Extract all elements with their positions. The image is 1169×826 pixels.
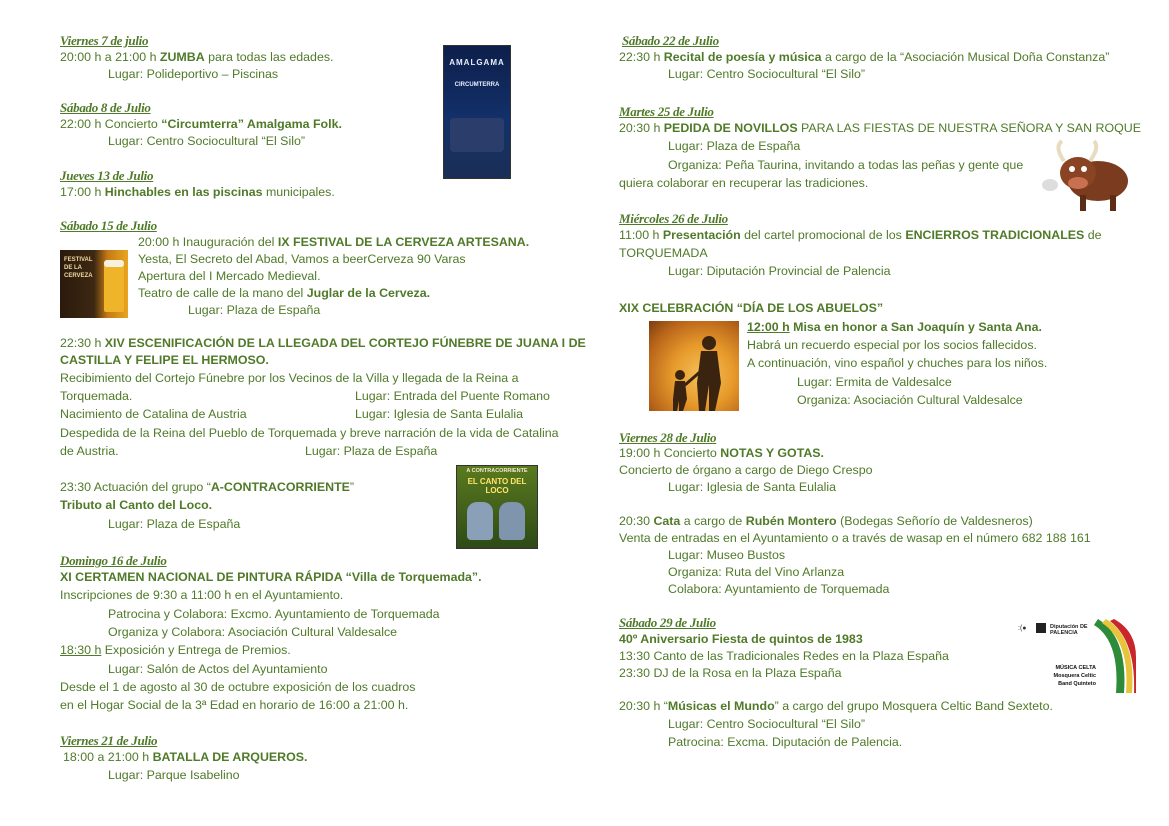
event-line: Apertura del I Mercado Medieval.	[138, 269, 321, 283]
event-line: Patrocina y Colabora: Excmo. Ayuntamiento de Torquemada	[108, 607, 440, 621]
diputacion-logo-icon	[1036, 623, 1046, 633]
event-line: 23:30 Actuación del grupo “A-CONTRACORRIENTE”	[60, 480, 355, 494]
venue-line: Lugar: Polideportivo – Piscinas	[108, 67, 279, 81]
event-line: Nacimiento de Catalina de Austria	[60, 407, 247, 421]
event-line: Recibimiento del Cortejo Fúnebre por los Vecinos de la Villa y llegada de la Reina a	[60, 371, 519, 385]
venue-line: Lugar: Plaza de España	[188, 303, 321, 317]
beer-festival-image: FESTIVAL DE LA CERVEZA	[60, 250, 128, 318]
celtic-music-poster: :(● Diputación DE PALENCIA MÚSICA CELTA Mosquera Celtic Band Quinteto	[1016, 617, 1136, 693]
venue-line: Lugar: Museo Bustos	[668, 548, 786, 562]
event-line: Venta de entradas en el Ayuntamiento o a través de wasap en el número 682 188 161	[619, 531, 1091, 545]
event-line: 23:30 DJ de la Rosa en la Plaza España	[619, 666, 842, 680]
grandparent-child-photo	[649, 321, 739, 411]
event-line: Organiza: Ruta del Vino Arlanza	[668, 565, 845, 579]
event-line: XI CERTAMEN NACIONAL DE PINTURA RÁPIDA “Villa de Torquemada”.	[60, 570, 482, 584]
day-header: Sábado 8 de Julio	[60, 100, 151, 115]
event-line: de Austria.	[60, 444, 119, 458]
event-line: Patrocina: Excma. Diputación de Palencia.	[668, 735, 903, 749]
venue-line: Lugar: Entrada del Puente Romano	[355, 389, 550, 403]
event-line: 18:30 h Exposición y Entrega de Premios.	[60, 643, 291, 657]
event-line: 40º Aniversario Fiesta de quintos de 1983	[619, 632, 863, 646]
venue-line: Lugar: Centro Sociocultural “El Silo”	[668, 717, 865, 731]
event-line: Habrá un recuerdo especial por los socios fallecidos.	[747, 338, 1037, 352]
day-header: Viernes 21 de Julio	[60, 733, 158, 748]
event-line: A continuación, vino español y chuches para los niños.	[747, 356, 1048, 370]
event-line: 17:00 h Hinchables en las piscinas municipales.	[60, 185, 335, 199]
event-line: 20:00 h Inauguración del IX FESTIVAL DE LA CERVEZA ARTESANA.	[138, 235, 530, 249]
canto-del-loco-image: A CONTRACORRIENTE EL CANTO DEL LOCO	[456, 465, 538, 549]
event-line: 13:30 Canto de las Tradicionales Redes en la Plaza España	[619, 649, 949, 663]
venue-line: Lugar: Iglesia de Santa Eulalia	[355, 407, 524, 421]
bull-illustration	[1040, 137, 1138, 215]
day-header: Domingo 16 de Julio	[60, 553, 167, 568]
venue-line: Lugar: Plaza de España	[668, 139, 801, 153]
bull-cartoon-image	[1040, 137, 1138, 215]
amalgama-poster-image: AMALGAMA CIRCUMTERRA	[443, 45, 511, 179]
venue-line: Lugar: Plaza de España	[108, 517, 241, 531]
day-header: Miércoles 26 de Julio	[619, 211, 728, 226]
day-header: Sábado 22 de Julio	[622, 33, 719, 48]
event-line: Desde el 1 de agosto al 30 de octubre exposición de los cuadros	[60, 680, 416, 694]
venue-line: Lugar: Centro Sociocultural “El Silo”	[668, 67, 865, 81]
day-header: Viernes 7 de julio	[60, 33, 149, 48]
day-header: Sábado 15 de Julio	[60, 218, 157, 233]
event-line: 20:00 h a 21:00 h ZUMBA para todas las edades.	[60, 50, 334, 64]
event-line: quiera colaborar en recuperar las tradiciones.	[619, 176, 869, 190]
event-line: 20:30 Cata a cargo de Rubén Montero (Bodegas Señorío de Valdesneros)	[619, 514, 1033, 528]
tag-icon: :(●	[1018, 625, 1027, 632]
venue-line: Lugar: Plaza de España	[305, 444, 438, 458]
silhouette-illustration	[649, 321, 739, 411]
event-line: 20:30 h “Músicas el Mundo” a cargo del grupo Mosquera Celtic Band Sexteto.	[619, 699, 1053, 713]
event-line: 22:30 h Recital de poesía y música a cargo de la “Asociación Musical Doña Constanza”	[619, 50, 1110, 64]
venue-line: Lugar: Centro Sociocultural “El Silo”	[108, 134, 305, 148]
event-line: 11:00 h Presentación del cartel promocional de los ENCIERROS TRADICIONALES de	[619, 228, 1102, 242]
event-line: 19:00 h Concierto NOTAS Y GOTAS.	[619, 446, 824, 460]
event-line: Torquemada.	[60, 389, 133, 403]
flag-stripes-graphic	[1094, 617, 1136, 693]
event-line: Concierto de órgano a cargo de Diego Crespo	[619, 463, 873, 477]
event-line: 12:00 h Misa en honor a San Joaquín y Santa Ana.	[747, 320, 1042, 334]
day-header: Sábado 29 de Julio	[619, 615, 716, 630]
day-header: Jueves 13 de Julio	[60, 168, 154, 183]
venue-line: Lugar: Salón de Actos del Ayuntamiento	[108, 662, 328, 676]
event-line: TORQUEMADA	[619, 246, 708, 260]
event-line: Despedida de la Reina del Pueblo de Torquemada y breve narración de la vida de Catalina	[60, 426, 559, 440]
venue-line: Lugar: Iglesia de Santa Eulalia	[668, 480, 837, 494]
event-line: Inscripciones de 9:30 a 11:00 h en el Ayuntamiento.	[60, 588, 344, 602]
event-line: Organiza y Colabora: Asociación Cultural Valdesalce	[108, 625, 398, 639]
event-line: Yesta, El Secreto del Abad, Vamos a beerCerveza 90 Varas	[138, 252, 466, 266]
event-line: 22:00 h Concierto “Circumterra” Amalgama Folk.	[60, 117, 342, 131]
day-header: Martes 25 de Julio	[619, 104, 714, 119]
event-line: 20:30 h PEDIDA DE NOVILLOS PARA LAS FIESTAS DE NUESTRA SEÑORA Y SAN ROQUE	[619, 121, 1141, 135]
event-line: 22:30 h XIV ESCENIFICACIÓN DE LA LLEGADA DEL CORTEJO FÚNEBRE DE JUANA I DE	[60, 336, 586, 350]
event-line: Colabora: Ayuntamiento de Torquemada	[668, 582, 890, 596]
event-line: Tributo al Canto del Loco.	[60, 498, 213, 512]
day-header: Viernes 28 de Julio	[619, 430, 717, 445]
venue-line: Lugar: Ermita de Valdesalce	[797, 375, 952, 389]
event-line: Teatro de calle de la mano del Juglar de la Cerveza.	[138, 286, 431, 300]
section-title: XIX CELEBRACIÓN “DÍA DE LOS ABUELOS”	[619, 301, 884, 315]
venue-line: Lugar: Parque Isabelino	[108, 768, 240, 782]
event-line: 18:00 a 21:00 h BATALLA DE ARQUEROS.	[63, 750, 308, 764]
event-line: Organiza: Peña Taurina, invitando a todas las peñas y gente que	[668, 158, 1024, 172]
venue-line: Lugar: Diputación Provincial de Palencia	[668, 264, 891, 278]
event-line: en el Hogar Social de la 3ª Edad en horario de 16:00 a 21:00 h.	[60, 698, 409, 712]
event-line: CASTILLA Y FELIPE EL HERMOSO.	[60, 353, 269, 367]
event-line: Organiza: Asociación Cultural Valdesalce	[797, 393, 1023, 407]
